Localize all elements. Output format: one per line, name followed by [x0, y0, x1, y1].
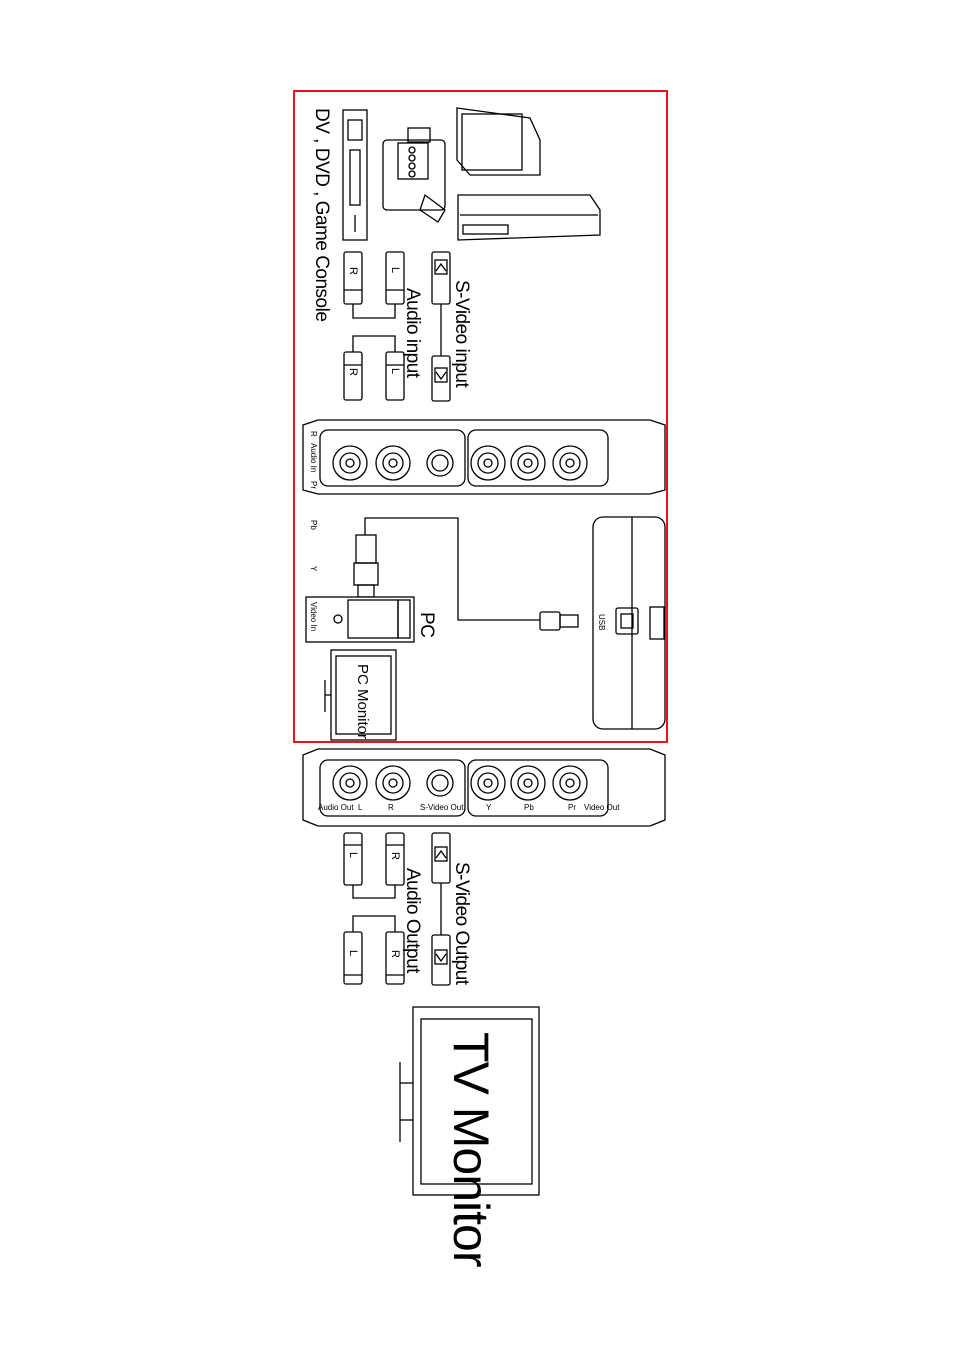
input-connector-r-top: R	[347, 267, 359, 275]
sources-label: DV , DVD , Game Console	[311, 108, 332, 322]
input-panel	[303, 420, 665, 494]
dvd-player-icon	[343, 110, 367, 240]
output-l-label: L	[358, 803, 363, 812]
output-connector-l-bottom: L	[347, 950, 359, 957]
output-pr-label: Pr	[568, 803, 576, 812]
hdmi-connector-icon	[354, 535, 378, 597]
tv-monitor-label: TV Monitor	[443, 1032, 499, 1267]
portable-dvd-icon	[457, 108, 540, 175]
output-connector-r-bottom: R	[389, 950, 401, 958]
output-video-out-label: Video Out	[584, 803, 620, 812]
output-y-label: Y	[486, 803, 492, 812]
svideo-output-cable	[432, 833, 450, 985]
audio-output-label: Audio Output	[402, 868, 423, 973]
output-r-label: R	[388, 803, 394, 812]
usb-label: USB	[597, 614, 606, 631]
audio-input-label: Audio input	[402, 288, 423, 378]
svideo-input-cable	[432, 252, 450, 401]
output-pb-label: Pb	[524, 803, 534, 812]
svideo-input-label: S-Video input	[451, 280, 472, 388]
input-y-label: Y	[309, 566, 318, 572]
svideo-output-label: S-Video Output	[451, 862, 472, 985]
input-connector-r-bottom: R	[347, 368, 359, 376]
input-pb-label: Pb	[309, 520, 318, 530]
input-audio-in-label: Audio In	[309, 443, 318, 473]
game-console-icon	[458, 195, 600, 240]
input-connector-l-bottom: L	[389, 368, 401, 375]
output-svideo-label: S-Video Out	[420, 803, 464, 812]
pc-tower-icon	[306, 597, 414, 642]
input-video-in-label: Video In	[309, 602, 318, 632]
dv-camcorder-icon	[383, 128, 445, 222]
pc-label: PC	[416, 612, 437, 638]
output-connector-l-top: L	[347, 852, 359, 859]
output-audio-out-label: Audio Out	[318, 803, 354, 812]
output-connector-r-top: R	[389, 852, 401, 860]
output-panel	[303, 749, 665, 826]
input-pr-label: Pr	[309, 481, 318, 489]
pc-monitor-label: PC Monitor	[354, 664, 371, 740]
input-connector-l-top: L	[389, 267, 401, 274]
input-r-label: R	[309, 431, 318, 437]
